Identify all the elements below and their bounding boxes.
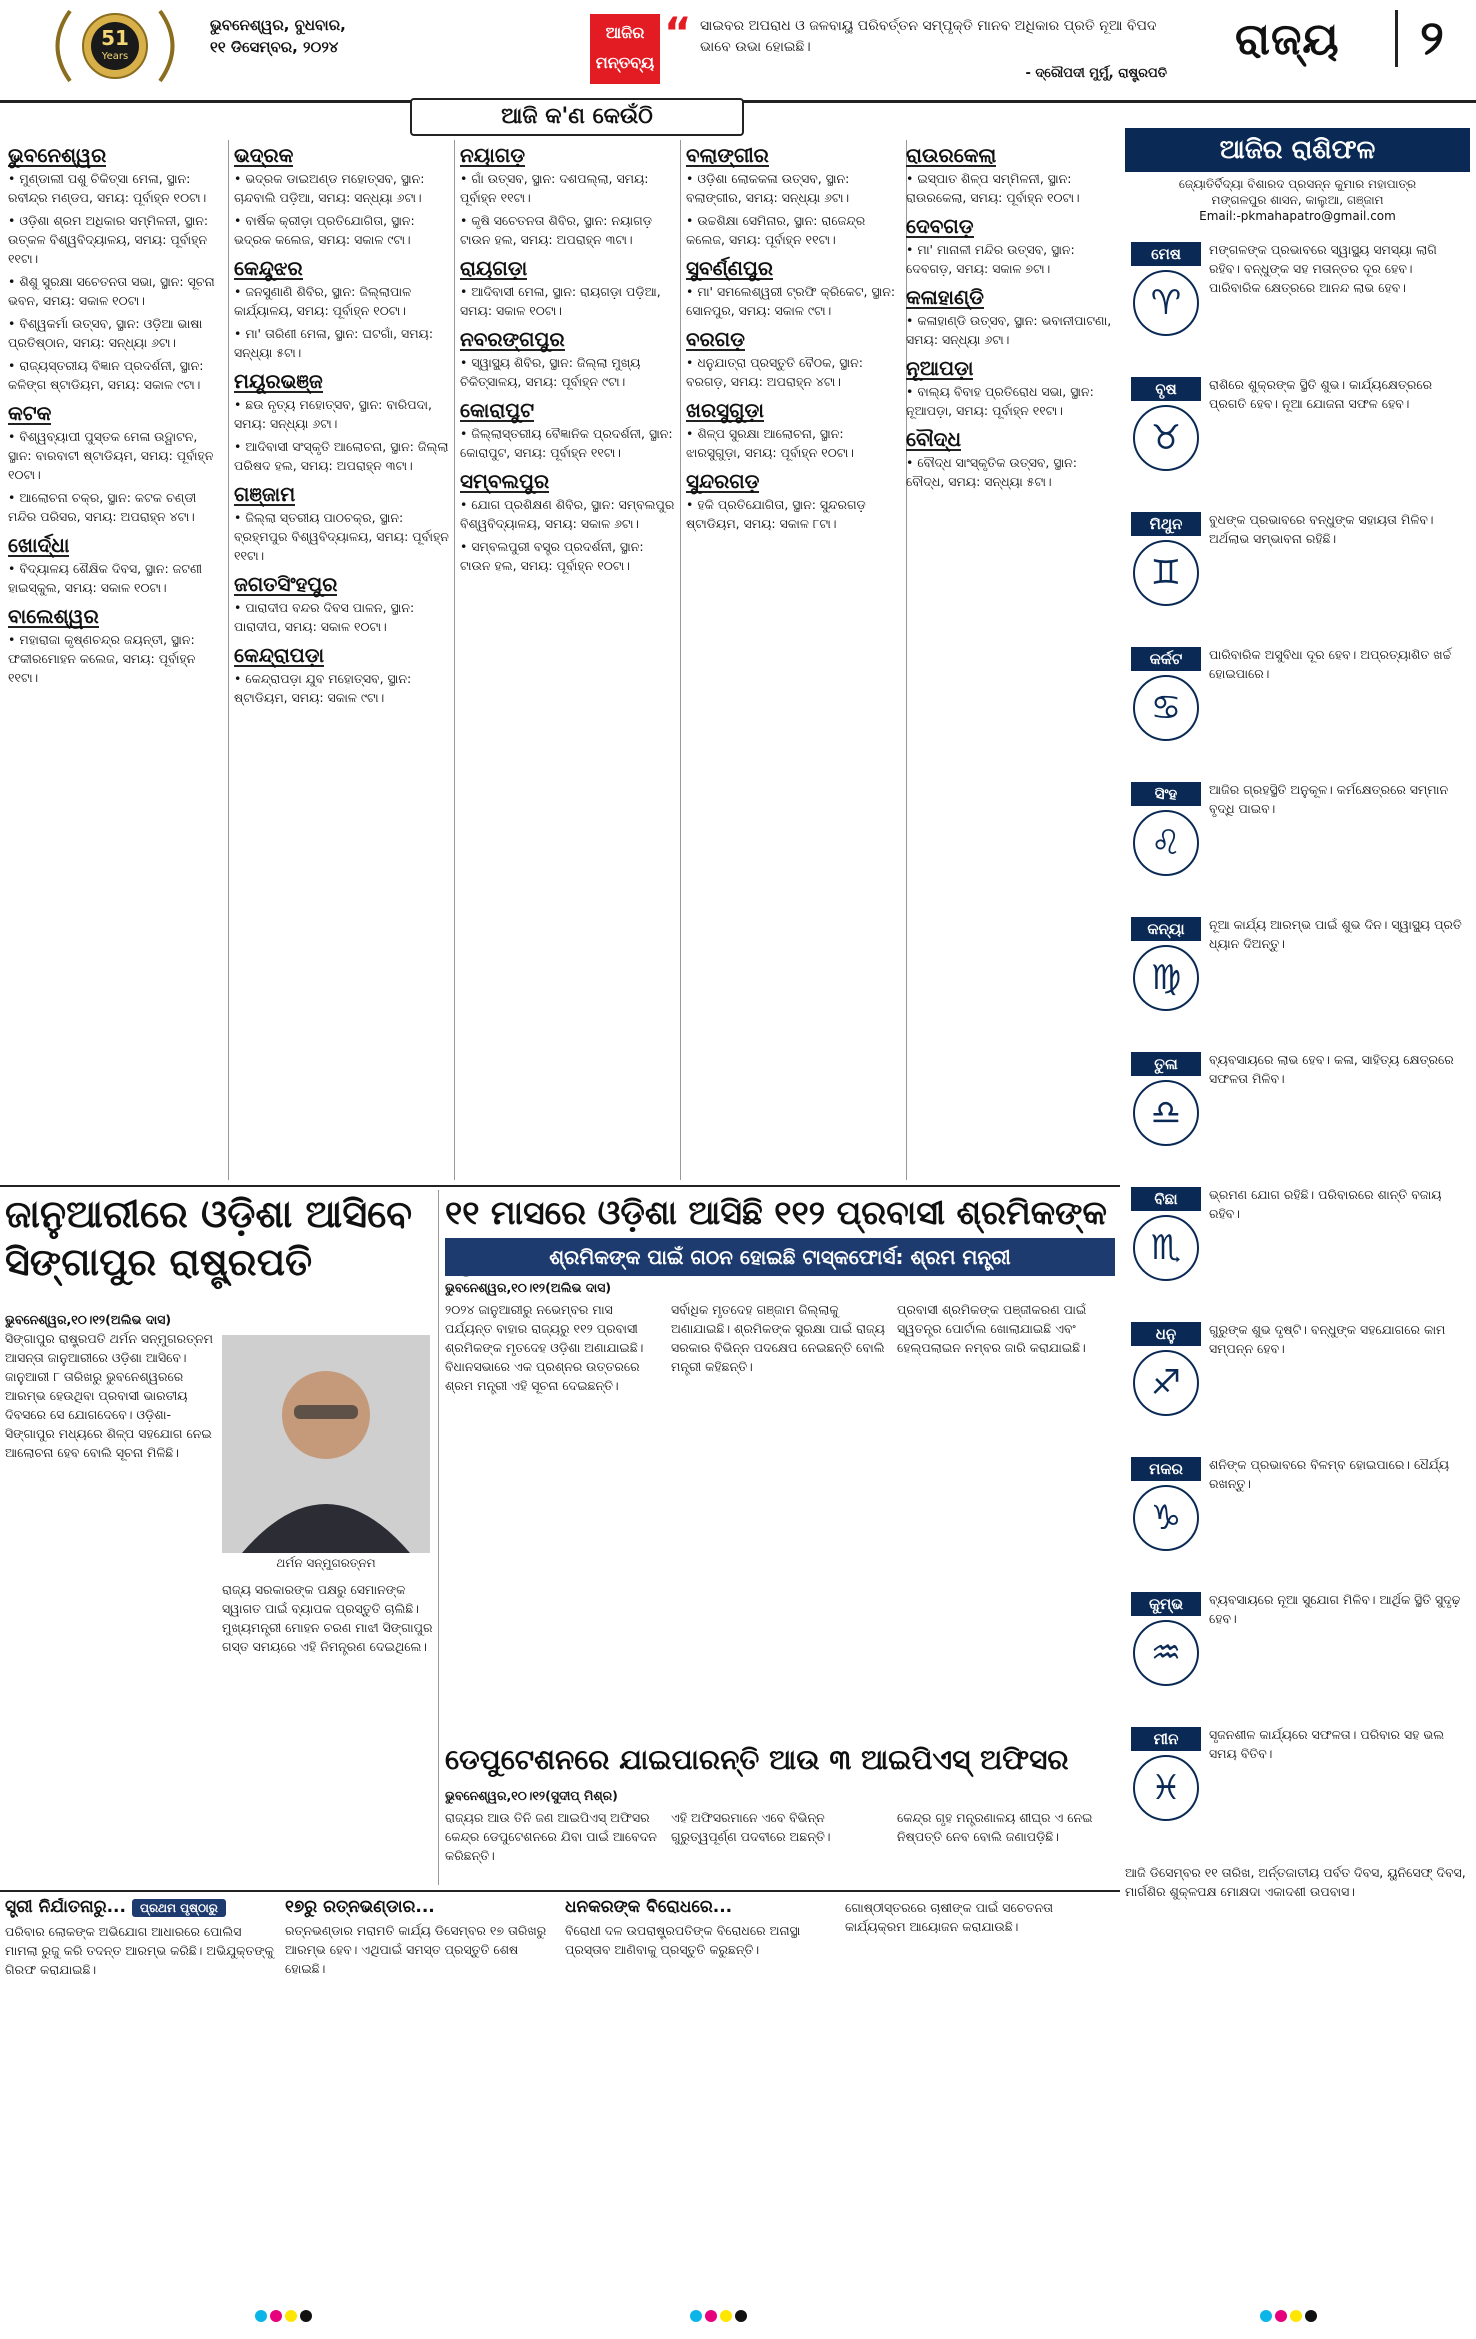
event-item: • ସମ୍ବଲପୁରୀ ବସ୍ତ୍ର ପ୍ରଦର୍ଶନୀ, ସ୍ଥାନ: ଟାଉନ ହଲ, ସମୟ: ପୂର୍ବାହ୍ନ ୧୦ଟା। [460, 539, 644, 573]
story3-column: ରାଜ୍ୟର ଆଉ ତିନି ଜଣ ଆଇପିଏସ୍ ଅଫିସର କେନ୍ଦ୍ର ଡେପୁଟେଶନରେ ଯିବା ପାଇଁ ଆବେଦନ କରିଛନ୍ତି। [445, 1810, 657, 1863]
district-heading: କୋରାପୁଟ [460, 398, 535, 422]
district-heading: କଳାହାଣ୍ଡି [906, 285, 984, 309]
event-item: • ଧନୁଯାତ୍ରା ପ୍ରସ୍ତୁତି ବୈଠକ, ସ୍ଥାନ: ବରଗଡ଼, ସମୟ: ଅପରାହ୍ନ ୪ଟା। [686, 355, 863, 389]
column-divider [454, 140, 455, 1180]
column-divider [228, 140, 229, 1180]
sign-prediction: ଶନିଙ୍କ ପ୍ରଭାବରେ ବିଳମ୍ବ ହୋଇପାରେ। ଧୈର୍ଯ୍ୟ ରଖନ୍ତୁ। [1209, 1457, 1450, 1491]
event-item: • କେନ୍ଦ୍ରାପଡ଼ା ଯୁବ ମହୋତ୍ସବ, ସ୍ଥାନ: ଷ୍ଟାଡିୟମ, ସମୟ: ସକାଳ ୯ଟା। [234, 671, 412, 705]
story2-column: ୨୦୨୪ ଜାନୁଆରୀରୁ ନଭେମ୍ବର ମାସ ପର୍ଯ୍ୟନ୍ତ ବାହାର ରାଜ୍ୟରୁ ୧୧୨ ପ୍ରବାସୀ ଶ୍ରମିକଙ୍କ ମୃତଦେହ ଓଡ଼ିଶା ଅଣାଯାଇଛି। ବିଧାନସଭାରେ ଏକ ପ୍ରଶ୍ନର ଉତ୍ତରରେ ଶ୍ରମ ମନ୍ତ୍ରୀ ଏହି ସୂଚନା ଦେଇଛନ୍ତି। [445, 1302, 644, 1393]
event-item: • ଇସ୍ପାତ ଶିଳ୍ପ ସମ୍ମିଳନୀ, ସ୍ଥାନ: ରାଉରକେଲା, ସମୟ: ପୂର୍ବାହ୍ନ ୧୦ଟା। [906, 171, 1080, 205]
district-heading: ବଲାଙ୍ଗୀର [686, 143, 769, 167]
continuation-text: ପରିବାର ଲୋକଙ୍କ ଅଭିଯୋଗ ଆଧାରରେ ପୋଲିସ ମାମଲା ରୁଜୁ କରି ତଦନ୍ତ ଆରମ୍ଭ କରିଛି। ଅଭିଯୁକ୍ତଙ୍କୁ ଗିରଫ କରାଯାଇଛି। [5, 1924, 274, 1977]
event-item: • ମହାରାଜା କୃଷ୍ଣଚନ୍ଦ୍ର ଜୟନ୍ତୀ, ସ୍ଥାନ: ଫକୀରମୋହନ କଲେଜ, ସମୟ: ପୂର୍ବାହ୍ନ ୧୧ଟା। [8, 632, 196, 685]
dateline [210, 14, 380, 58]
district-heading: ମୟୂରଭଞ୍ଜ [234, 369, 323, 393]
continuation-column [5, 1898, 275, 2293]
district-heading: କେନ୍ଦୁଝର [234, 256, 303, 280]
badge-word: Years [101, 51, 129, 62]
continuation-text: ବିରୋଧୀ ଦଳ ଉପରାଷ୍ଟ୍ରପତିଙ୍କ ବିରୋଧରେ ଅନାସ୍ଥା ପ୍ରସ୍ତାବ ଆଣିବାକୁ ପ୍ରସ୍ତୁତି କରୁଛନ୍ତି। [565, 1923, 801, 1957]
story2-headline: ୧୧ ମାସରେ ଓଡ଼ିଶା ଆସିଛି ୧୧୨ ପ୍ରବାସୀ ଶ୍ରମିକଙ୍କ [445, 1193, 1107, 1232]
section-title: ରାଜ୍ୟ [1235, 14, 1340, 65]
horoscope-sign [1125, 778, 1470, 908]
sign-prediction: ଗୁରୁଙ୍କ ଶୁଭ ଦୃଷ୍ଟି। ବନ୍ଧୁଙ୍କ ସହଯୋଗରେ କାମ ସମ୍ପନ୍ନ ହେବ। [1209, 1322, 1446, 1356]
horoscope-sign [1125, 1588, 1470, 1718]
sign-name: କୁମ୍ଭ [1131, 1592, 1201, 1616]
sign-name: ମକର [1131, 1457, 1201, 1481]
date-line-2: ୧୧ ଡିସେମ୍ବର, ୨୦୨୪ [210, 38, 339, 56]
event-item: • ଓଡ଼ିଶା ଶ୍ରମ ଅଧିକାର ସମ୍ମିଳନୀ, ସ୍ଥାନ: ଉତ୍କଳ ବିଶ୍ୱବିଦ୍ୟାଳୟ, ସମୟ: ପୂର୍ବାହ୍ନ ୧୧ଟା। [8, 213, 209, 266]
quote-of-day [590, 8, 1175, 90]
zodiac-icon: ♓ [1133, 1755, 1199, 1821]
registration-mark [255, 2310, 312, 2322]
district-heading: ଗଞ୍ଜାମ [234, 482, 296, 506]
district-heading: ନବରଙ୍ଗପୁର [460, 327, 565, 351]
sign-name: ମୀନ [1131, 1727, 1201, 1751]
district-heading: କେନ୍ଦ୍ରାପଡ଼ା [234, 643, 325, 667]
event-item: • ଓଡ଼ିଶା ଲୋକକଳା ଉତ୍ସବ, ସ୍ଥାନ: ବଲାଙ୍ଗୀର, ସମୟ: ସନ୍ଧ୍ୟା ୬ଟା। [686, 171, 850, 205]
event-item: • ହକି ପ୍ରତିଯୋଗିତା, ସ୍ଥାନ: ସୁନ୍ଦରଗଡ଼ ଷ୍ଟାଡିୟମ, ସମୟ: ସକାଳ ୮ଟା। [686, 497, 866, 531]
story1-headline: ଜାନୁଆରୀରେ ଓଡ଼ିଶା ଆସିବେ ସିଙ୍ଗାପୁର ରାଷ୍ଟ୍ରପତି [5, 1192, 413, 1284]
story1-body [5, 1310, 215, 1462]
event-item: • ମା' ତାରିଣୀ ମେଳା, ସ୍ଥାନ: ଘଟଗାଁ, ସମୟ: ସନ୍ଧ୍ୟା ୫ଟା। [234, 326, 434, 360]
sign-name: ମିଥୁନ [1131, 512, 1201, 536]
continuation-title: ୧୭ରୁ ରତ୍ନଭଣ୍ଡାର... [285, 1898, 435, 1917]
zodiac-icon: ♏ [1133, 1215, 1199, 1281]
section-divider [0, 1185, 1120, 1187]
event-item: • ଆଦିବାସୀ ସଂସ୍କୃତି ଆଲୋଚନା, ସ୍ଥାନ: ଜିଲ୍ଲା ପରିଷଦ ହଲ, ସମୟ: ଅପରାହ୍ନ ୩ଟା। [234, 439, 449, 473]
sign-name: ଧନୁ [1131, 1322, 1201, 1346]
horoscope-sign [1125, 913, 1470, 1043]
page-number: ୨ [1395, 10, 1444, 67]
continuation-column [565, 1898, 835, 2293]
registration-mark [690, 2310, 747, 2322]
person-photo-icon [222, 1335, 430, 1553]
sign-prediction: ପାରିବାରିକ ଅସୁବିଧା ଦୂର ହେବ। ଅପ୍ରତ୍ୟାଶିତ ଖର୍ଚ୍ଚ ହୋଇପାରେ। [1209, 647, 1452, 681]
horoscope-sign [1125, 1723, 1470, 1853]
continuation-title: ଧନକରଙ୍କ ବିରୋଧରେ... [565, 1898, 733, 1917]
continuation-tag: ପ୍ରଥମ ପୃଷ୍ଠାରୁ [132, 1899, 226, 1917]
district-heading: ସମ୍ବଲପୁର [460, 469, 550, 493]
event-item: • ଜିଲ୍ଲାସ୍ତରୀୟ ବୈଜ୍ଞାନିକ ପ୍ରଦର୍ଶନୀ, ସ୍ଥାନ: କୋରାପୁଟ, ସମୟ: ପୂର୍ବାହ୍ନ ୧୧ଟା। [460, 426, 673, 460]
column-divider [680, 140, 681, 1180]
district-heading: ଖରସୁଗୁଡ଼ା [686, 398, 764, 422]
continuation-divider [0, 1890, 1120, 1892]
events-column [906, 140, 1116, 1180]
zodiac-icon: ♐ [1133, 1350, 1199, 1416]
event-item: • ଆଦିବାସୀ ମେଳା, ସ୍ଥାନ: ରାୟଗଡ଼ା ପଡ଼ିଆ, ସମୟ: ସକାଳ ୧୦ଟା। [460, 284, 661, 318]
event-item: • ଜନସୁଣାଣି ଶିବିର, ସ୍ଥାନ: ଜିଲ୍ଲାପାଳ କାର୍ଯ୍ୟାଳୟ, ସମୟ: ପୂର୍ବାହ୍ନ ୧୦ଟା। [234, 284, 412, 318]
district-heading: ଜଗତସିଂହପୁର [234, 572, 338, 596]
district-heading: ନୟାଗଡ଼ [460, 143, 526, 167]
zodiac-icon: ♎ [1133, 1080, 1199, 1146]
event-item: • ବିଶ୍ୱବ୍ୟାପୀ ପୁସ୍ତକ ମେଳା ଉଦ୍ଘାଟନ, ସ୍ଥାନ: ବାରବାଟୀ ଷ୍ଟାଡିୟମ, ସମୟ: ପୂର୍ବାହ୍ନ ୧୦ଟା। [8, 429, 214, 482]
zodiac-icon: ♒ [1133, 1620, 1199, 1686]
event-item: • ରାଜ୍ୟସ୍ତରୀୟ ବିଜ୍ଞାନ ପ୍ରଦର୍ଶନୀ, ସ୍ଥାନ: କଳିଙ୍ଗ ଷ୍ଟାଡିୟମ, ସମୟ: ସକାଳ ୯ଟା। [8, 358, 204, 392]
zodiac-icon: ♈ [1133, 270, 1199, 336]
horoscope-credit [1125, 176, 1470, 224]
continuation-text: ରତ୍ନଭଣ୍ଡାର ମରାମତି କାର୍ଯ୍ୟ ଡିସେମ୍ବର ୧୭ ତାରିଖରୁ ଆରମ୍ଭ ହେବ। ଏଥିପାଇଁ ସମସ୍ତ ପ୍ରସ୍ତୁତି ଶେଷ ହୋଇଛି। [285, 1923, 547, 1976]
sign-prediction: ମଙ୍ଗଳଙ୍କ ପ୍ରଭାବରେ ସ୍ୱାସ୍ଥ୍ୟ ସମସ୍ୟା ଲାଗି ରହିବ। ବନ୍ଧୁଙ୍କ ସହ ମତାନ୍ତର ଦୂର ହେବ। ପାରିବାରିକ କ୍ଷେତ୍ରରେ ଆନନ୍ଦ ଲାଭ ହେବ। [1209, 242, 1437, 295]
continuation-heading [5, 1898, 275, 1918]
sign-name: କନ୍ୟା [1131, 917, 1201, 941]
event-item: • ଉଚ୍ଚଶିକ୍ଷା ସେମିନାର, ସ୍ଥାନ: ରାଜେନ୍ଦ୍ର କଲେଜ, ସମୟ: ପୂର୍ବାହ୍ନ ୧୧ଟା। [686, 213, 866, 247]
event-item: • ବୌଦ୍ଧ ସାଂସ୍କୃତିକ ଉତ୍ସବ, ସ୍ଥାନ: ବୌଦ୍ଧ, ସମୟ: ସନ୍ଧ୍ୟା ୫ଟା। [906, 455, 1077, 489]
district-heading: ଦେବଗଡ଼ [906, 214, 974, 238]
horoscope-sign [1125, 1183, 1470, 1313]
district-heading: ଭୁବନେଶ୍ୱର [8, 143, 107, 167]
event-item: • ମା' ସମଲେଶ୍ୱରୀ ଟ୍ରଫି କ୍ରିକେଟ, ସ୍ଥାନ: ସୋନପୁର, ସମୟ: ସକାଳ ୯ଟା। [686, 284, 896, 318]
sign-prediction: ବୁଧଙ୍କ ପ୍ରଭାବରେ ବନ୍ଧୁଙ୍କ ସହାୟତା ମିଳିବ। ଅର୍ଥଲାଭ ସମ୍ଭାବନା ରହିଛି। [1209, 512, 1434, 546]
date-line-1: ଭୁବନେଶ୍ୱର, ବୁଧବାର, [210, 16, 346, 34]
district-heading: ବୌଦ୍ଧ [906, 427, 961, 451]
zodiac-icon: ♍ [1133, 945, 1199, 1011]
event-item: • ଭଦ୍ରକ ଡାଇଅଣ୍ଡ ମହୋତ୍ସବ, ସ୍ଥାନ: ଚାନ୍ଦବାଲି ପଡ଼ିଆ, ସମୟ: ସନ୍ଧ୍ୟା ୬ଟା। [234, 171, 425, 205]
quote-text: ସାଇବର ଅପରାଧ ଓ ଜଳବାୟୁ ପରିବର୍ତ୍ତନ ସମ୍ପୃକ୍ତି ମାନବ ଅଧିକାର ପ୍ରତି ନୂଆ ବିପଦ ଭାବେ ଉଭା ହୋଇଛି। [700, 18, 1157, 55]
sign-name: ସିଂହ [1131, 782, 1201, 806]
district-heading: ନୂଆପଡ଼ା [906, 356, 974, 380]
horoscope-panel [1125, 128, 1470, 2053]
events-column [686, 140, 901, 1180]
event-item: • ବିଶ୍ୱକର୍ମା ଉତ୍ସବ, ସ୍ଥାନ: ଓଡ଼ିଆ ଭାଷା ପ୍ରତିଷ୍ଠାନ, ସମୟ: ସନ୍ଧ୍ୟା ୬ଟା। [8, 316, 203, 350]
story1-text: ସିଙ୍ଗାପୁର ରାଷ୍ଟ୍ରପତି ଥର୍ମନ ସନ୍ମୁଗରତ୍ନମ ଆସନ୍ତା ଜାନୁଆରୀରେ ଓଡ଼ିଶା ଆସିବେ। ଜାନୁଆରୀ ୮ ତାରିଖରୁ ଭୁବନେଶ୍ୱରରେ ଆରମ୍ଭ ହେଉଥିବା ପ୍ରବାସୀ ଭାରତୀୟ ଦିବସରେ ସେ ଯୋଗଦେବେ। ଓଡ଼ିଶା-ସିଙ୍ଗାପୁର ମଧ୍ୟରେ ଶିଳ୍ପ ସହଯୋଗ ନେଇ ଆଲୋଚନା ହେବ ବୋଲି ସୂଚନା ମିଳିଛି। [5, 1331, 213, 1460]
event-item: • ସ୍ୱାସ୍ଥ୍ୟ ଶିବିର, ସ୍ଥାନ: ଜିଲ୍ଲା ମୁଖ୍ୟ ଚିକିତ୍ସାଳୟ, ସମୟ: ପୂର୍ବାହ୍ନ ୯ଟା। [460, 355, 641, 389]
horoscope-sign [1125, 1453, 1470, 1583]
photo-caption: ଥର୍ମନ ସନ୍ମୁଗରତ୍ନମ [276, 1556, 376, 1570]
horoscope-sign [1125, 1048, 1470, 1178]
sign-prediction: ବ୍ୟବସାୟରେ ନୂଆ ସୁଯୋଗ ମିଳିବ। ଆର୍ଥିକ ସ୍ଥିତି ସୁଦୃଢ଼ ହେବ। [1209, 1592, 1461, 1626]
sign-prediction: ବ୍ୟବସାୟରେ ଲାଭ ହେବ। କଳା, ସାହିତ୍ୟ କ୍ଷେତ୍ରରେ ସଫଳତା ମିଳିବ। [1209, 1052, 1454, 1086]
events-column [460, 140, 675, 1180]
horoscope-sign [1125, 643, 1470, 773]
district-heading: ଖୋର୍ଦ୍ଧା [8, 533, 70, 557]
horoscope-sign [1125, 238, 1470, 368]
column-divider [438, 1190, 439, 1885]
zodiac-icon: ♊ [1133, 540, 1199, 606]
event-item: • ବାଲ୍ୟ ବିବାହ ପ୍ରତିରୋଧ ସଭା, ସ୍ଥାନ: ନୂଆପଡ଼ା, ସମୟ: ପୂର୍ବାହ୍ନ ୧୧ଟା। [906, 384, 1094, 418]
story3-column: କେନ୍ଦ୍ର ଗୃହ ମନ୍ତ୍ରଣାଳୟ ଶୀଘ୍ର ଏ ନେଇ ନିଷ୍ପତ୍ତି ନେବ ବୋଲି ଜଣାପଡ଼ିଛି। [897, 1810, 1093, 1844]
event-item: • ବାର୍ଷିକ କ୍ରୀଡ଼ା ପ୍ରତିଯୋଗିତା, ସ୍ଥାନ: ଭଦ୍ରକ କଲେଜ, ସମୟ: ସକାଳ ୯ଟା। [234, 213, 415, 247]
story3-headline: ଡେପୁଟେଶନରେ ଯାଇପାରନ୍ତି ଆଉ ୩ ଆଇପିଏସ୍ ଅଫିସର [445, 1743, 1069, 1776]
horoscope-sign [1125, 508, 1470, 638]
anniversary-badge [40, 6, 190, 88]
district-heading: କଟକ [8, 401, 52, 425]
credit-email: Email:-pkmahapatro@gmail.com [1199, 209, 1396, 223]
story3-dateline: ଭୁବନେଶ୍ୱର,୧୦।୧୨(ସୁଦୀପ୍ ମିଶ୍ର) [445, 1788, 618, 1803]
event-item: • ମୁଣ୍ଡାଲୀ ପଶୁ ଚିକିତ୍ସା ମେଳା, ସ୍ଥାନ: ରବୀନ୍ଦ୍ର ମଣ୍ଡପ, ସମୟ: ପୂର୍ବାହ୍ନ ୧୦ଟା। [8, 171, 207, 205]
credit-line: ମଙ୍ଗଳପୁର ଶାସନ, କାଲୁଆ, ଗଞ୍ଜାମ [1211, 193, 1384, 207]
zodiac-icon: ♌ [1133, 810, 1199, 876]
zodiac-icon: ♉ [1133, 405, 1199, 471]
events-column [8, 140, 223, 1180]
event-item: • କୃଷି ସଚେତନତା ଶିବିର, ସ୍ଥାନ: ନୟାଗଡ଼ ଟାଉନ ହଲ, ସମୟ: ଅପରାହ୍ନ ୩ଟା। [460, 213, 653, 247]
continuation-heading [285, 1898, 555, 1917]
event-item: • ଶିଳ୍ପ ସୁରକ୍ଷା ଆଲୋଚନା, ସ୍ଥାନ: ଝାରସୁଗୁଡ଼ା, ସମୟ: ପୂର୍ବାହ୍ନ ୧୦ଟା। [686, 426, 854, 460]
zodiac-icon: ♋ [1133, 675, 1199, 741]
sign-prediction: ସୃଜନଶୀଳ କାର୍ଯ୍ୟରେ ସଫଳତା। ପରିବାର ସହ ଭଲ ସମୟ ବିତିବ। [1209, 1727, 1445, 1761]
continuation-column [845, 1898, 1115, 2293]
story2-column: ପ୍ରବାସୀ ଶ୍ରମିକଙ୍କ ପଞ୍ଜୀକରଣ ପାଇଁ ସ୍ୱତନ୍ତ୍ର ପୋର୍ଟାଲ ଖୋଲାଯାଇଛି ଏବଂ ହେଲ୍ପଲାଇନ ନମ୍ବର ଜାରି କରାଯାଇଛି। [897, 1302, 1087, 1355]
district-heading: ଭଦ୍ରକ [234, 143, 294, 167]
district-heading: ବରଗଡ଼ [686, 327, 745, 351]
portrait-photo [222, 1335, 430, 1553]
horoscope-sign [1125, 1318, 1470, 1448]
event-item: • ଶିଶୁ ସୁରକ୍ଷା ସଚେତନତା ସଭା, ସ୍ଥାନ: ସୂଚନା ଭବନ, ସମୟ: ସକାଳ ୧୦ଟା। [8, 274, 215, 308]
district-heading: ସୁନ୍ଦରଗଡ଼ [686, 469, 760, 493]
registration-mark [1260, 2310, 1317, 2322]
horoscope-sign [1125, 373, 1470, 503]
sign-name: ତୁଳା [1131, 1052, 1201, 1076]
event-item: • ଯୋଗ ପ୍ରଶିକ୍ଷଣ ଶିବିର, ସ୍ଥାନ: ସମ୍ବଲପୁର ବିଶ୍ୱବିଦ୍ୟାଳୟ, ସମୟ: ସକାଳ ୬ଟା। [460, 497, 675, 531]
sign-name: ବୃଷ [1131, 377, 1201, 401]
district-heading: ରାଉରକେଲା [906, 143, 997, 167]
sign-name: ମେଷ [1131, 242, 1201, 266]
story2-column: ସର୍ବାଧିକ ମୃତଦେହ ଗଞ୍ଜାମ ଜିଲ୍ଲାକୁ ଅଣାଯାଇଛି। ଶ୍ରମିକଙ୍କ ସୁରକ୍ଷା ପାଇଁ ରାଜ୍ୟ ସରକାର ବିଭିନ୍ନ ପଦକ୍ଷେପ ନେଇଛନ୍ତି ବୋଲି ମନ୍ତ୍ରୀ କହିଛନ୍ତି। [671, 1302, 885, 1374]
masthead [0, 0, 1476, 103]
continuation-title: ସ୍ତ୍ରୀ ନିର୍ଯାତନାରୁ... [5, 1898, 126, 1917]
event-item: • ଜିଲ୍ଲା ସ୍ତରୀୟ ପାଠଚକ୍ର, ସ୍ଥାନ: ବ୍ରହ୍ମପୁର ବିଶ୍ୱବିଦ୍ୟାଳୟ, ସମୟ: ପୂର୍ବାହ୍ନ ୧୧ଟା। [234, 510, 449, 563]
credit-line: ଜ୍ୟୋତିର୍ବିଦ୍ୟା ବିଶାରଦ ପ୍ରସନ୍ନ କୁମାର ମହାପାତ୍ର [1178, 177, 1417, 191]
story3-column: ଏହି ଅଫିସରମାନେ ଏବେ ବିଭିନ୍ନ ଗୁରୁତ୍ୱପୂର୍ଣ୍ଣ ପଦବୀରେ ଅଛନ୍ତି। [671, 1810, 831, 1844]
events-column [234, 140, 449, 1180]
story2-subhead: ଶ୍ରମିକଙ୍କ ପାଇଁ ଗଠନ ହୋଇଛି ଟାସ୍କଫୋର୍ସ: ଶ୍ରମ ମନ୍ତ୍ରୀ [445, 1238, 1115, 1276]
event-item: • ଗାଁ ଉତ୍ସବ, ସ୍ଥାନ: ଦଶପଲ୍ଲା, ସମୟ: ପୂର୍ବାହ୍ନ ୧୧ଟା। [460, 171, 649, 205]
continuation-text: ଗୋଷ୍ଠୀସ୍ତରରେ ଚାଷୀଙ୍କ ପାଇଁ ସଚେତନତା କାର୍ଯ୍ୟକ୍ରମ ଆୟୋଜନ କରାଯାଉଛି। [845, 1900, 1054, 1934]
event-item: • ଆଲୋଚନା ଚକ୍ର, ସ୍ଥାନ: କଟକ ଚଣ୍ଡୀ ମନ୍ଦିର ପରିସର, ସମୟ: ଅପରାହ୍ନ ୪ଟା। [8, 490, 197, 524]
sign-prediction: ଆଜିର ଗ୍ରହସ୍ଥିତି ଅନୁକୂଳ। କର୍ମକ୍ଷେତ୍ରରେ ସମ୍ମାନ ବୃଦ୍ଧି ପାଇବ। [1209, 782, 1449, 816]
event-item: • ପାରାଦୀପ ବନ୍ଦର ଦିବସ ପାଳନ, ସ୍ଥାନ: ପାରାଦୀପ, ସମୟ: ସକାଳ ୧୦ଟା। [234, 600, 415, 634]
district-heading: ସୁବର୍ଣ୍ଣପୁର [686, 256, 774, 280]
zodiac-icon: ♑ [1133, 1485, 1199, 1551]
sign-prediction: ନୂଆ କାର୍ଯ୍ୟ ଆରମ୍ଭ ପାଇଁ ଶୁଭ ଦିନ। ସ୍ୱାସ୍ଥ୍ୟ ପ୍ରତି ଧ୍ୟାନ ଦିଅନ୍ତୁ। [1209, 917, 1462, 951]
continuation-heading [565, 1898, 835, 1917]
badge-year: 51 [101, 26, 129, 50]
horoscope-title: ଆଜିର ରାଶିଫଳ [1125, 128, 1470, 172]
sign-prediction: ରାଶିରେ ଶୁକ୍ରଙ୍କ ସ୍ଥିତି ଶୁଭ। କାର୍ଯ୍ୟକ୍ଷେତ୍ରରେ ପ୍ରଗତି ହେବ। ନୂଆ ଯୋଜନା ସଫଳ ହେବ। [1209, 377, 1433, 411]
event-item: • ଛଉ ନୃତ୍ୟ ମହୋତ୍ସବ, ସ୍ଥାନ: ବାରିପଦା, ସମୟ: ସନ୍ଧ୍ୟା ୬ଟା। [234, 397, 432, 431]
quote-author: - ଦ୍ରୌପଦୀ ମୁର୍ମୁ, ରାଷ୍ଟ୍ରପତି [1025, 66, 1167, 81]
story1-text-continued: ରାଜ୍ୟ ସରକାରଙ୍କ ପକ୍ଷରୁ ସେମାନଙ୍କ ସ୍ୱାଗତ ପାଇଁ ବ୍ୟାପକ ପ୍ରସ୍ତୁତି ଚାଲିଛି। ମୁଖ୍ୟମନ୍ତ୍ରୀ ମୋହନ ଚରଣ ମାଝୀ ସିଙ୍ଗାପୁର ଗସ୍ତ ସମୟରେ ଏହି ନିମନ୍ତ୍ରଣ ଦେଇଥିଲେ। [222, 1582, 433, 1654]
story1-dateline: ଭୁବନେଶ୍ୱର,୧୦।୧୨(ଅଲିଭ ଦାସ) [5, 1312, 172, 1327]
sign-name: କର୍କଟ [1131, 647, 1201, 671]
story2-dateline: ଭୁବନେଶ୍ୱର,୧୦।୧୨(ଅଲିଭ ଦାସ) [445, 1280, 612, 1295]
quote-tag: ଆଜିର ମନ୍ତବ୍ୟ [590, 14, 660, 84]
event-item: • କଳାହାଣ୍ଡି ଉତ୍ସବ, ସ୍ଥାନ: ଭବାନୀପାଟଣା, ସମୟ: ସନ୍ଧ୍ୟା ୬ଟା। [906, 313, 1112, 347]
quote-mark-icon: “ [664, 8, 692, 57]
sign-prediction: ଭ୍ରମଣ ଯୋଗ ରହିଛି। ପରିବାରରେ ଶାନ୍ତି ବଜାୟ ରହିବ। [1209, 1187, 1442, 1221]
event-item: • ମା' ମାନାଳୀ ମନ୍ଦିର ଉତ୍ସବ, ସ୍ଥାନ: ଦେବଗଡ଼, ସମୟ: ସକାଳ ୭ଟା। [906, 242, 1075, 276]
panjika-text: ଆଜି ଡିସେମ୍ବର ୧୧ ତାରିଖ, ଅର୍ନ୍ତଜାତୀୟ ପର୍ବତ ଦିବସ, ୟୁନିସେଫ୍ ଦିବସ, ମାର୍ଗଶିର ଶୁକ୍ଳପକ୍ଷ ମୋକ୍ଷଦା ଏକାଦଶୀ ଉପବାସ। [1125, 1865, 1466, 1899]
district-heading: ରାୟଗଡ଼ା [460, 256, 528, 280]
district-heading: ବାଲେଶ୍ୱର [8, 604, 99, 628]
continuation-column [285, 1898, 555, 2293]
events-banner: ଆଜି କ'ଣ କେଉଁଠି [410, 98, 744, 136]
sign-name: ବିଛା [1131, 1187, 1201, 1211]
event-item: • ବିଦ୍ୟାଳୟ ଶୈକ୍ଷିକ ଦିବସ, ସ୍ଥାନ: ଜଟଣୀ ହାଇସ୍କୁଲ, ସମୟ: ସକାଳ ୧୦ଟା। [8, 561, 203, 595]
